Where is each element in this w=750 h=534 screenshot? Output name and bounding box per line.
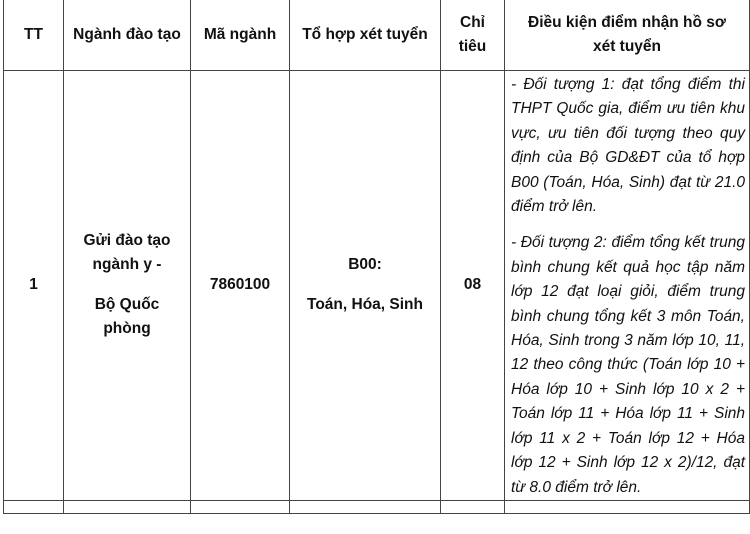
header-row (4, 0, 750, 71)
header-ma-nganh: Mã ngành (191, 0, 290, 71)
header-nganh: Ngành đào tạo (64, 0, 191, 71)
cell-tt: 1 (4, 71, 64, 501)
nganh-line1: Gửi đào tạo ngành y - (83, 232, 171, 274)
cell-nganh (64, 71, 191, 501)
dieu-kien-doi-tuong-1: - Đối tượng 1: đạt tổng điểm thi THPT Quốc gia, điểm ưu tiên khu vực, ưu tiên đối tượng theo quy định của Bộ GD&ĐT của tổ hợp B00 (Toán, Hóa, Sinh) đạt từ 21.0 điểm trở lên. (511, 76, 745, 216)
to-hop-code: B00: (348, 256, 382, 274)
to-hop-subjects: Toán, Hóa, Sinh (307, 296, 423, 314)
header-to-hop: Tổ hợp xét tuyển (290, 0, 441, 71)
header-dieu-kien: Điều kiện điểm nhận hồ sơ xét tuyển (505, 0, 750, 71)
table-row (4, 71, 750, 501)
cell-chi-tieu: 08 (441, 71, 505, 501)
cell-ma-nganh: 7860100 (191, 71, 290, 501)
dieu-kien-doi-tuong-2: - Đối tượng 2: điểm tổng kết trung bình chung kết quả học tập năm lớp 12 đạt loại giỏi, điểm trung bình chung tổng kết 3 môn Toán, Hóa, Sinh trong 3 năm lớp 10, 11, 12 theo công thức (Toán lớp 10 + Hóa lớp 10 + Sinh lớp 10 x 2 + Toán lớp 11 + Hóa lớp 11 + Sinh lớp 11 x 2 + Toán lớp 12 + Hóa lớp 12 + Sinh lớp 12 x 2)/12, đạt từ 8.0 điểm trở lên. (511, 234, 745, 496)
header-chi-tieu: Chỉ tiêu (441, 0, 505, 71)
header-tt: TT (4, 0, 64, 71)
cell-to-hop (290, 71, 441, 501)
nganh-line2: Bộ Quốc phòng (94, 296, 160, 338)
admission-table (3, 0, 750, 514)
next-row-partial (4, 500, 750, 513)
cell-dieu-kien (505, 71, 750, 501)
